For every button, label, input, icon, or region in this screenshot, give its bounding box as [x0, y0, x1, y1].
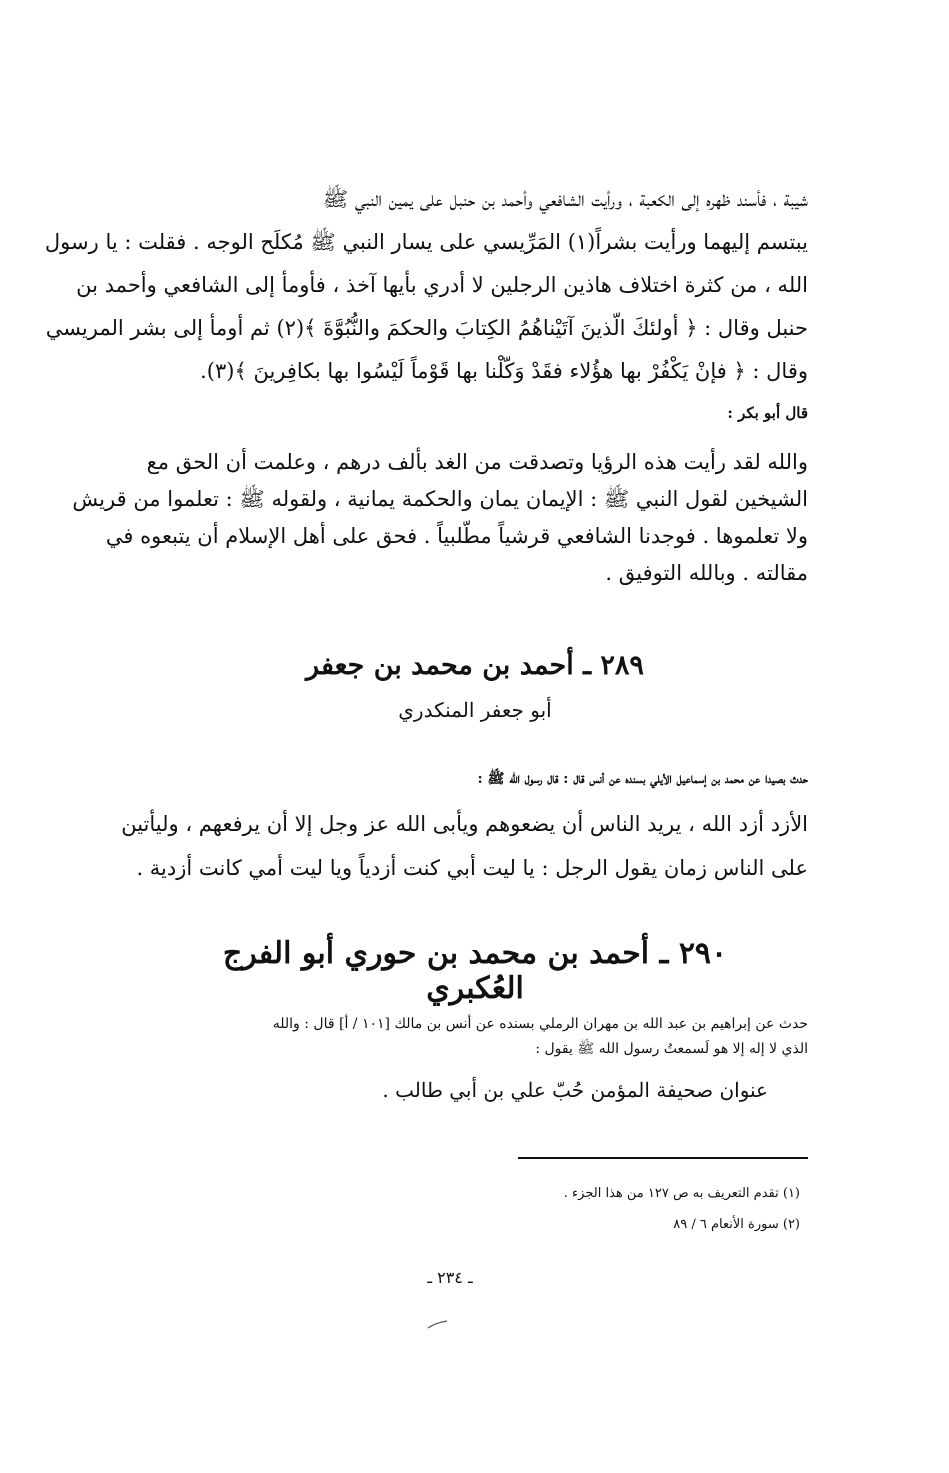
text-line: حنبل وقال : ﴿ أولئكَ الّذينَ آتَيْناهُمُ الكِتابَ والحكمَ والنُّبُوَّةَ ﴾(٢) ثم أومأ إلى بشر المريسي	[45, 316, 808, 340]
paragraph-abu-bakr	[72, 444, 808, 592]
scan-speck-mark	[425, 1318, 451, 1332]
entry-289-kunya: أبو جعفر المنكدري	[398, 698, 552, 722]
paragraph-dream-account	[44, 178, 808, 393]
footnote-1: (١) تقدم التعريف به ص ١٢٧ من هذا الجزء .	[563, 1186, 800, 1201]
entry-289-isnad	[250, 770, 808, 790]
text-line: وقال : ﴿ فإنْ يَكْفُرْ بها هؤُلاء فقَدْ وَكّلْنا بها قَوْماً لَيْسُوا بها بكافِرينَ ﴾(٣).	[200, 359, 808, 383]
text-line: يبتسم إليهما ورأيت بشراً(١) المَرِّيسي على يسار النبي ﷺ مُكلَح الوجه . فقلت : يا رسول	[44, 230, 808, 254]
isnad-line: حدث عن إبراهيم بن عبد الله بن مهران الرملي بسنده عن أنس بن مالك [١٠١ / أ] قال : والله	[272, 1016, 808, 1032]
entry-290-heading: ٢٩٠ ـ أحمد بن محمد بن حوري أبو الفرج العُكبري	[222, 936, 728, 1006]
text-line: الشيخين لقول النبي ﷺ : الإيمان يمان والحكمة يمانية ، ولقوله ﷺ : تعلموا من قريش	[72, 487, 808, 511]
text-line: عنوان صحيفة المؤمن حُبّ علي بن أبي طالب .	[382, 1078, 768, 1102]
page-number: ـ ٢٣٤ ـ	[427, 1268, 473, 1287]
entry-289-hadith	[100, 802, 808, 890]
footnote-separator	[518, 1157, 808, 1159]
isnad-line: حدث بصيدا عن محمد بن إسماعيل الأيلي بسنده عن أنس قال : قال رسول الله ﷺ :	[477, 771, 808, 787]
text-line: الأزد أزد الله ، يريد الناس أن يضعوهم ويأبى الله عز وجل إلا أن يرفعهم ، وليأتين	[121, 812, 808, 836]
entry-290-hadith	[382, 1078, 768, 1102]
text-line: الله ، من كثرة اختلاف هاذين الرجلين لا أدري بأيها آخذ ، فأومأ إلى الشافعي وأحمد بن	[76, 273, 808, 297]
text-line: على الناس زمان يقول الرجل : يا ليت أبي كنت أزدياً ويا ليت أمي كانت أزدية .	[136, 856, 808, 880]
text-line: والله لقد رأيت هذه الرؤيا وتصدقت من الغد بألف درهم ، وعلمت أن الحق مع	[146, 450, 808, 474]
text-line: ولا تعلموها . فوجدنا الشافعي قرشياً مطّلبياً . فحق على أهل الإسلام أن يتبعوه في	[105, 524, 808, 548]
entry-289-heading: ٢٨٩ ـ أحمد بن محمد بن جعفر	[306, 650, 644, 681]
text-line: مقالته . وبالله التوفيق .	[605, 561, 808, 585]
isnad-line: الذي لا إله إلا هو لَسمعتُ رسول الله ﷺ يقول :	[535, 1041, 808, 1057]
entry-290-isnad	[100, 1012, 808, 1062]
footnote-2: (٢) سورة الأنعام ٦ / ٨٩	[673, 1217, 800, 1232]
text-line: شيبة ، فأسند ظهره إلى الكعبة ، ورأيت الشافعي وأحمد بن حنبل على يمين النبي ﷺ	[322, 187, 808, 211]
speaker-label: قال أبو بكر :	[727, 404, 808, 422]
